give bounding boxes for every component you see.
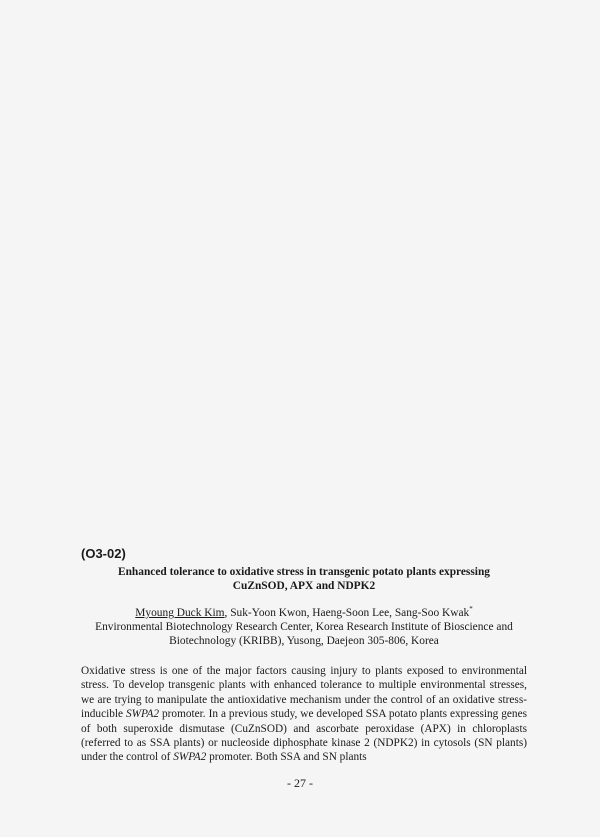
- paper-title: [81, 565, 527, 593]
- affiliation-line1: Environmental Biotechnology Research Center, Korea Research Institute of Bioscience and: [95, 621, 513, 633]
- author-list: [81, 606, 527, 620]
- promoter-name-2: SWPA2: [173, 751, 207, 764]
- abstract-part2: promoter. In a previous study, we developed SSA potato plants expressing genes of both superoxide dismutase (CuZnSOD) and ascorbate peroxidase (APX) in chloroplasts (referred to as SSA plants) or nucleoside diphosphate kinase 2 (NDPK2) in cytosols (SN plants) under the control of: [81, 708, 527, 764]
- page-number: - 27 -: [287, 776, 313, 790]
- corresponding-author-mark: *: [469, 605, 473, 614]
- abstract-part1: Oxidative stress is one of the major factors causing injury to plants exposed to environmental stress. To develop transgenic plants with enhanced tolerance to multiple environmental stresses, we are trying to manipulate the antioxidative mechanism under the control of an oxidative stress-inducible: [81, 665, 527, 721]
- paper-title-line1: Enhanced tolerance to oxidative stress in transgenic potato plants expressing: [118, 566, 490, 578]
- affiliation-line2: Biotechnology (KRIBB), Yusong, Daejeon 305-806, Korea: [169, 635, 439, 647]
- session-code: (O3-02): [81, 546, 126, 561]
- first-author: Myoung Duck Kim: [135, 607, 225, 619]
- other-authors: , Suk-Yoon Kwon, Haeng-Soon Lee, Sang-Soo Kwak: [224, 607, 470, 619]
- abstract-text: [81, 664, 527, 765]
- paper-title-line2: CuZnSOD, APX and NDPK2: [232, 580, 376, 592]
- affiliation: [81, 620, 527, 648]
- promoter-name-1: SWPA2: [126, 708, 160, 721]
- abstract-block: [81, 546, 527, 765]
- abstract-part3: promoter. Both SSA and SN plants: [206, 751, 367, 764]
